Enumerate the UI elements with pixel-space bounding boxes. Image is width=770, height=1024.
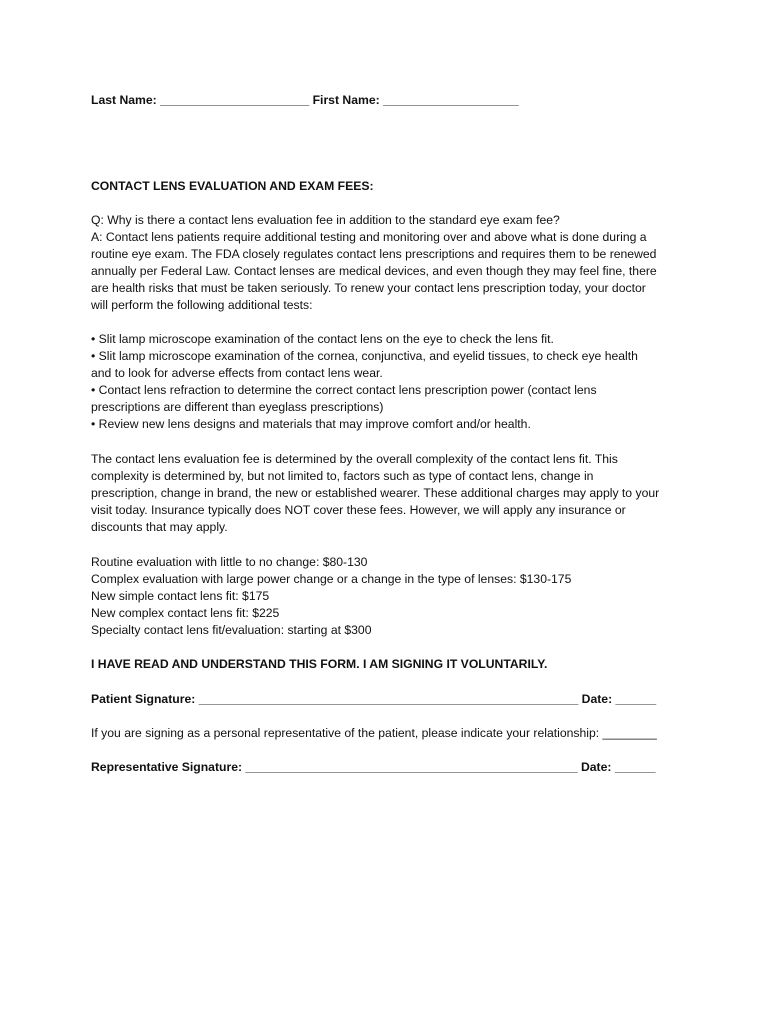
qa-block <box>91 212 683 314</box>
fee-item: New complex contact lens fit: $225 <box>91 606 280 620</box>
paragraph-line: visit today. Insurance typically does NOT cover these fees. However, we will apply any insurance or <box>91 503 626 517</box>
paragraph-line: The contact lens evaluation fee is determined by the overall complexity of the contact lens fit. This <box>91 452 618 466</box>
fee-item: Specialty contact lens fit/evaluation: starting at $300 <box>91 623 372 637</box>
list-item: and to look for adverse effects from contact lens wear. <box>91 366 383 380</box>
tests-list <box>91 331 683 433</box>
list-item: • Slit lamp microscope examination of the contact lens on the eye to check the lens fit. <box>91 332 554 346</box>
answer-line: routine eye exam. The FDA closely regulates contact lens prescriptions and requires them to be renewed <box>91 247 657 261</box>
first-name-label: First Name: <box>312 93 380 107</box>
last-name-label: Last Name: <box>91 93 157 107</box>
last-name-field[interactable]: ______________________ <box>160 93 310 107</box>
fee-list <box>91 554 683 639</box>
answer-line: are health risks that must be taken seriously. To renew your contact lens prescription today, your doctor <box>91 281 646 295</box>
first-name-field[interactable]: ____________________ <box>383 93 519 107</box>
patient-signature-row <box>91 691 691 708</box>
paragraph-line: prescription, change in brand, the new or established wearer. These additional charges may apply to your <box>91 486 660 500</box>
representative-date-label: Date: <box>580 760 612 774</box>
acknowledgement-statement: I HAVE READ AND UNDERSTAND THIS FORM. I AM SIGNING IT VOLUNTARILY. <box>91 657 548 671</box>
fee-item: Complex evaluation with large power change or a change in the type of lenses: $130-175 <box>91 572 572 586</box>
paragraph-line: discounts that may apply. <box>91 520 228 534</box>
patient-date-field[interactable]: ______ <box>615 692 657 706</box>
paragraph-line: complexity is determined by, but not limited to, factors such as type of contact lens, change in <box>91 469 594 483</box>
list-item: • Review new lens designs and materials that may improve comfort and/or health. <box>91 417 531 431</box>
representative-signature-field[interactable]: _________________________________________________ <box>245 760 578 774</box>
fee-item: New simple contact lens fit: $175 <box>91 589 270 603</box>
representative-relationship-note[interactable]: If you are signing as a personal representative of the patient, please indicate your relationship: ________ <box>91 726 657 740</box>
list-item: • Contact lens refraction to determine the correct contact lens prescription power (contact lens <box>91 383 597 397</box>
patient-signature-field[interactable]: ________________________________________________________ <box>198 692 579 706</box>
fee-explanation <box>91 451 683 536</box>
question-text: Q: Why is there a contact lens evaluation fee in addition to the standard eye exam fee? <box>91 213 560 227</box>
answer-line: annually per Federal Law. Contact lenses are medical devices, and even though they may feel fine, there <box>91 264 657 278</box>
fee-item: Routine evaluation with little to no change: $80-130 <box>91 555 368 569</box>
representative-date-field[interactable]: ______ <box>614 760 656 774</box>
patient-date-label: Date: <box>581 692 613 706</box>
answer-line: will perform the following additional tests: <box>91 298 313 312</box>
section-title: CONTACT LENS EVALUATION AND EXAM FEES: <box>91 179 374 193</box>
representative-signature-label: Representative Signature: <box>91 760 243 774</box>
representative-signature-row <box>91 759 691 776</box>
list-item: prescriptions are different than eyeglass prescriptions) <box>91 400 384 414</box>
list-item: • Slit lamp microscope examination of the cornea, conjunctiva, and eyelid tissues, to check eye health <box>91 349 638 363</box>
name-fields-row <box>91 92 691 109</box>
answer-line: A: Contact lens patients require additional testing and monitoring over and above what is done during a <box>91 230 647 244</box>
patient-signature-label: Patient Signature: <box>91 692 196 706</box>
